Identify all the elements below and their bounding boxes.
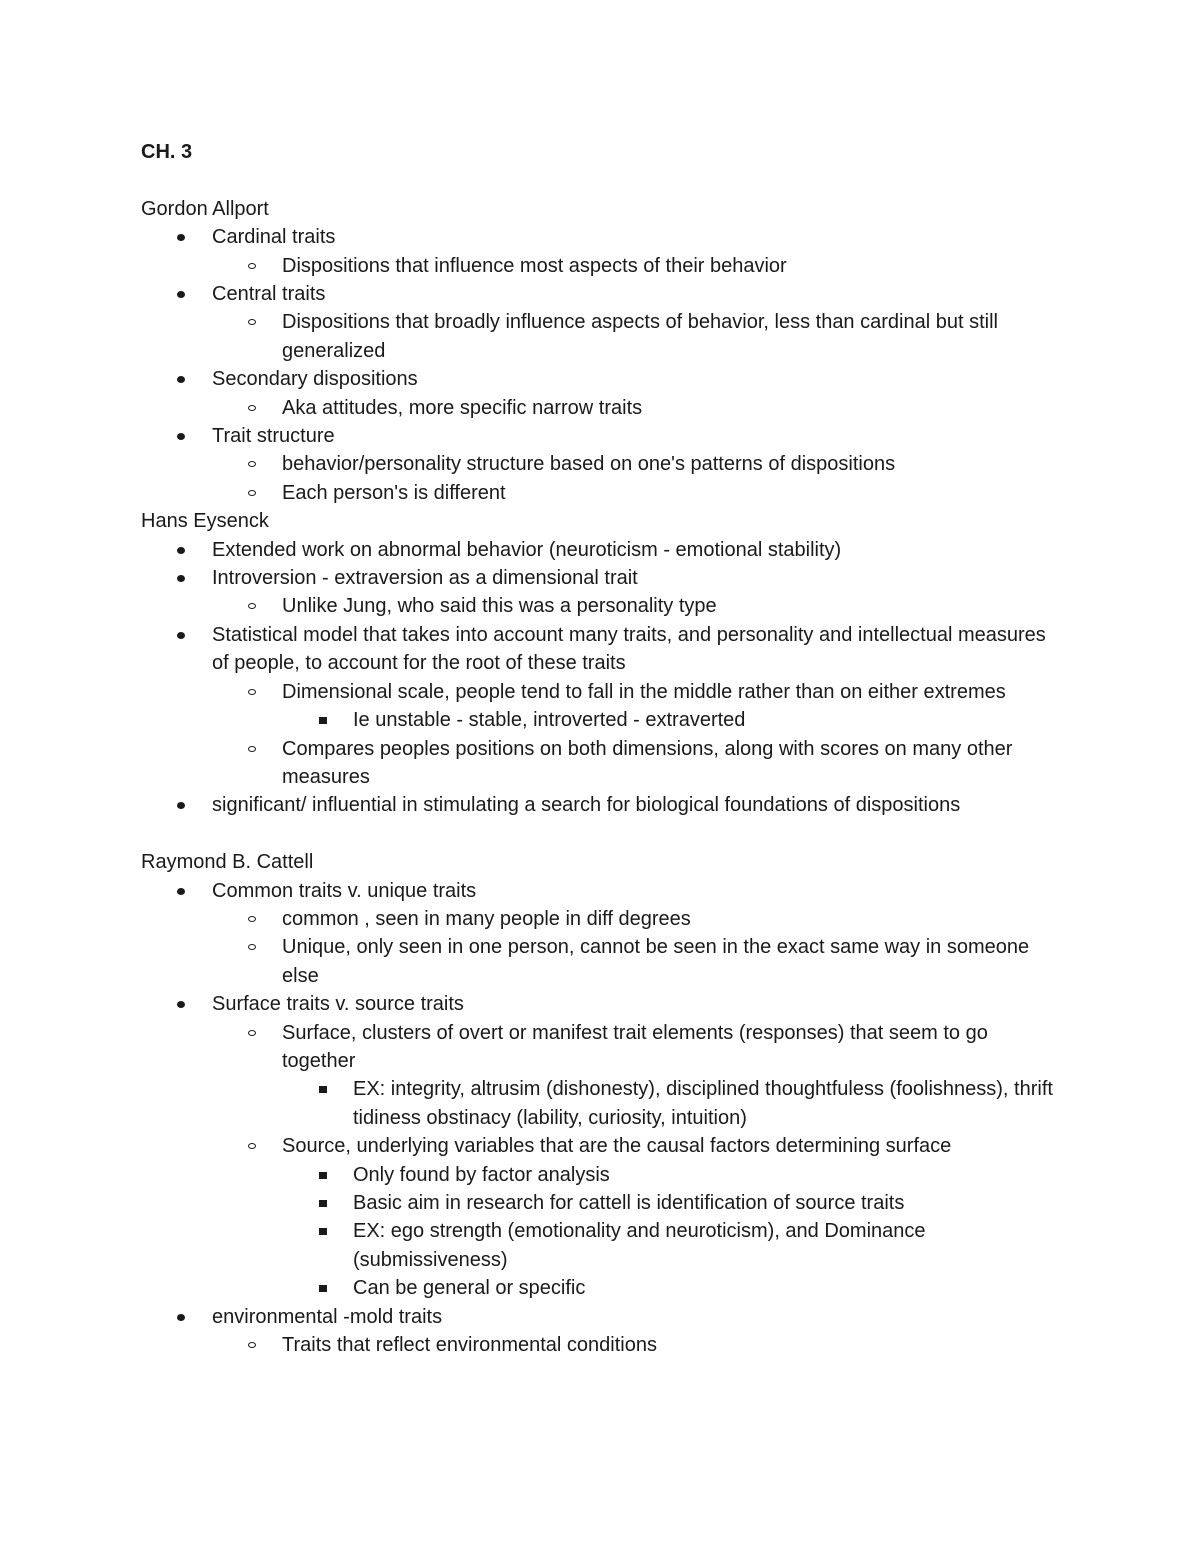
square-bullet-icon bbox=[319, 1228, 327, 1235]
list-item: Introversion - extraversion as a dimensional trait bbox=[141, 564, 1061, 592]
list-item: Traits that reflect environmental conditions bbox=[141, 1331, 1061, 1359]
list-item: Dimensional scale, people tend to fall in the middle rather than on either extremes bbox=[141, 678, 1061, 706]
list-item: EX: integrity, altrusim (dishonesty), disciplined thoughtfuless (foolishness), thrift tidiness obstinacy (lability, curiosity, intuition) bbox=[141, 1075, 1061, 1132]
list-item: Basic aim in research for cattell is identification of source traits bbox=[141, 1189, 1061, 1217]
list-item: behavior/personality structure based on one's patterns of dispositions bbox=[141, 450, 1061, 478]
bullet-list bbox=[141, 223, 1061, 507]
list-item: Trait structure bbox=[141, 422, 1061, 450]
list-item: Aka attitudes, more specific narrow traits bbox=[141, 394, 1061, 422]
square-bullet-icon bbox=[319, 1086, 327, 1093]
filled-bullet-icon bbox=[177, 291, 185, 298]
list-item: Central traits bbox=[141, 280, 1061, 308]
hollow-bullet-icon bbox=[248, 319, 256, 325]
bullet-list bbox=[141, 536, 1061, 820]
list-item: Only found by factor analysis bbox=[141, 1161, 1061, 1189]
filled-bullet-icon bbox=[177, 1314, 185, 1321]
filled-bullet-icon bbox=[177, 234, 185, 241]
hollow-bullet-icon bbox=[248, 405, 256, 411]
document-body bbox=[141, 138, 1061, 1359]
list-item: Surface traits v. source traits bbox=[141, 990, 1061, 1018]
list-item: Dispositions that influence most aspects of their behavior bbox=[141, 252, 1061, 280]
filled-bullet-icon bbox=[177, 433, 185, 440]
section-heading: Raymond B. Cattell bbox=[141, 851, 314, 874]
blank-line bbox=[141, 820, 1061, 848]
hollow-bullet-icon bbox=[248, 689, 256, 695]
section-heading: Hans Eysenck bbox=[141, 510, 269, 533]
hollow-bullet-icon bbox=[248, 916, 256, 922]
filled-bullet-icon bbox=[177, 802, 185, 809]
list-item: Compares peoples positions on both dimensions, along with scores on many other measures bbox=[141, 735, 1061, 792]
filled-bullet-icon bbox=[177, 1001, 185, 1008]
list-item: Ie unstable - stable, introverted - extraverted bbox=[141, 706, 1061, 734]
filled-bullet-icon bbox=[177, 632, 185, 639]
section-eysenck bbox=[141, 507, 1061, 819]
list-item: Dispositions that broadly influence aspects of behavior, less than cardinal but still generalized bbox=[141, 308, 1061, 365]
filled-bullet-icon bbox=[177, 575, 185, 582]
list-item: Unlike Jung, who said this was a personality type bbox=[141, 592, 1061, 620]
filled-bullet-icon bbox=[177, 376, 185, 383]
filled-bullet-icon bbox=[177, 547, 185, 554]
list-item: Each person's is different bbox=[141, 479, 1061, 507]
square-bullet-icon bbox=[319, 1172, 327, 1179]
square-bullet-icon bbox=[319, 1200, 327, 1207]
list-item: Can be general or specific bbox=[141, 1274, 1061, 1302]
list-item: Statistical model that takes into account many traits, and personality and intellectual measures of people, to account for the root of these traits bbox=[141, 621, 1061, 678]
hollow-bullet-icon bbox=[248, 490, 256, 496]
list-item: Secondary dispositions bbox=[141, 365, 1061, 393]
list-item: environmental -mold traits bbox=[141, 1303, 1061, 1331]
hollow-bullet-icon bbox=[248, 461, 256, 467]
page-title: CH. 3 bbox=[141, 141, 193, 163]
list-item: Source, underlying variables that are the causal factors determining surface bbox=[141, 1132, 1061, 1160]
list-item: significant/ influential in stimulating a search for biological foundations of dispositions bbox=[141, 791, 1061, 819]
hollow-bullet-icon bbox=[248, 1030, 256, 1036]
list-item: Cardinal traits bbox=[141, 223, 1061, 251]
hollow-bullet-icon bbox=[248, 944, 256, 950]
hollow-bullet-icon bbox=[248, 603, 256, 609]
hollow-bullet-icon bbox=[248, 1143, 256, 1149]
list-item: EX: ego strength (emotionality and neuroticism), and Dominance (submissiveness) bbox=[141, 1217, 1061, 1274]
list-item: Unique, only seen in one person, cannot be seen in the exact same way in someone else bbox=[141, 933, 1061, 990]
section-cattell bbox=[141, 848, 1061, 1359]
hollow-bullet-icon bbox=[248, 263, 256, 269]
list-item: common , seen in many people in diff degrees bbox=[141, 905, 1061, 933]
section-allport bbox=[141, 195, 1061, 507]
square-bullet-icon bbox=[319, 1285, 327, 1292]
list-item: Common traits v. unique traits bbox=[141, 877, 1061, 905]
section-heading: Gordon Allport bbox=[141, 197, 269, 220]
hollow-bullet-icon bbox=[248, 746, 256, 752]
bullet-list bbox=[141, 877, 1061, 1360]
square-bullet-icon bbox=[319, 717, 327, 724]
list-item: Surface, clusters of overt or manifest trait elements (responses) that seem to go together bbox=[141, 1019, 1061, 1076]
list-item: Extended work on abnormal behavior (neuroticism - emotional stability) bbox=[141, 536, 1061, 564]
filled-bullet-icon bbox=[177, 888, 185, 895]
hollow-bullet-icon bbox=[248, 1342, 256, 1348]
